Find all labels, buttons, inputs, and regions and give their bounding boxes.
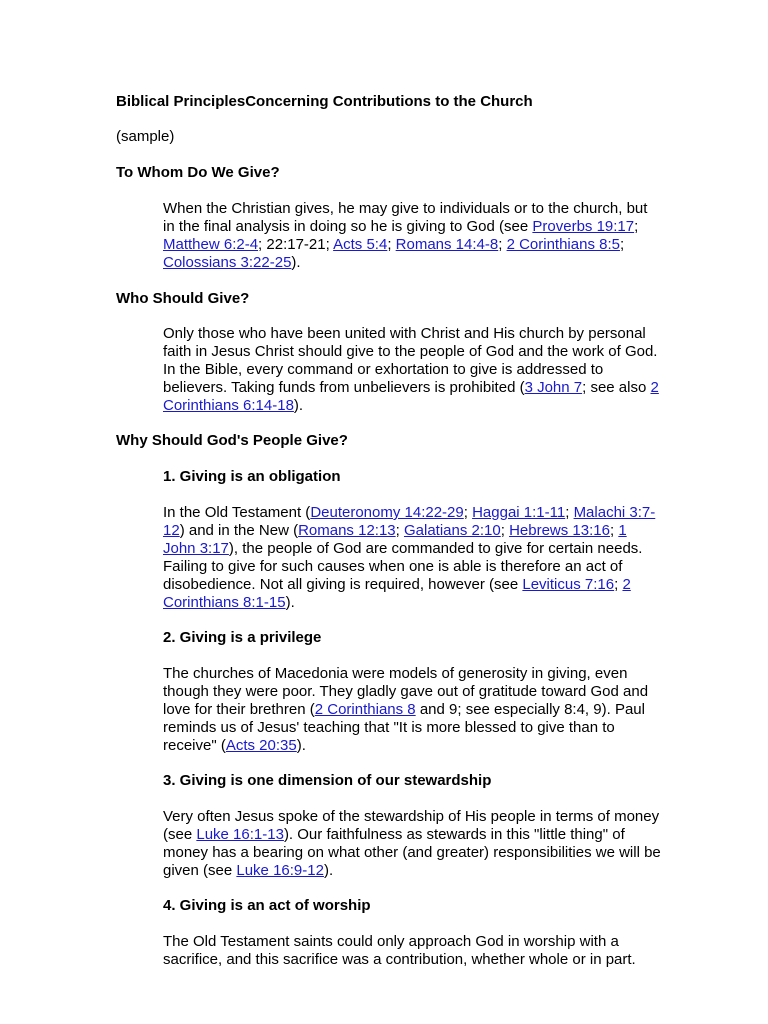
- scripture-reference-link[interactable]: Romans 12:13: [298, 522, 396, 539]
- paragraph-text: and 9; see especially 8:4, 9). Paul reminds us of Jesus' teaching that "It is more blessed to give than to receive" (: [163, 701, 645, 754]
- paragraph-text: ).: [296, 737, 306, 754]
- paragraph-who-should-give: [163, 325, 663, 415]
- subheading-privilege: 2. Giving is a privilege: [163, 629, 322, 646]
- subheading-worship: 4. Giving is an act of worship: [163, 897, 371, 914]
- paragraph-text: ;: [565, 504, 574, 521]
- paragraph-text: ;: [498, 236, 507, 253]
- scripture-reference-link[interactable]: Matthew 6:2-4: [163, 236, 259, 253]
- paragraph-text: ;: [387, 236, 396, 253]
- paragraph-text: ;: [463, 504, 473, 521]
- scripture-reference-link[interactable]: Luke 16:1-13: [196, 826, 284, 843]
- scripture-reference-link[interactable]: 2 Corinthians 8:1-15: [163, 576, 631, 611]
- paragraph-text: ;: [609, 522, 619, 539]
- paragraph-text: ; 22:17-21;: [258, 236, 334, 253]
- paragraph-text: The churches of Macedonia were models of generosity in giving, even though they were poor. They gladly gave out of gratitude toward God and love for their brethren (: [163, 665, 649, 718]
- scripture-reference-link[interactable]: Deuteronomy 14:22-29: [310, 504, 464, 521]
- scripture-reference-link[interactable]: Haggai 1:1-11: [472, 504, 566, 521]
- scripture-reference-link[interactable]: Colossians 3:22-25: [163, 254, 292, 271]
- scripture-reference-link[interactable]: 2 Corinthians 6:14-18: [163, 379, 659, 414]
- paragraph-text: The Old Testament saints could only approach God in worship with a sacrifice, and this sacrifice was a contribution, whether whole or in part.: [163, 933, 636, 968]
- paragraph-text: ). Our faithfulness as stewards in this "little thing" of money has a bearing on what other (and greater) responsibilities we will be given (see: [163, 826, 661, 879]
- paragraph-text: ) and in the New (: [179, 522, 299, 539]
- scripture-reference-link[interactable]: 3 John 7: [524, 379, 583, 396]
- scripture-reference-link[interactable]: Proverbs 19:17: [532, 218, 635, 235]
- heading-to-whom: To Whom Do We Give?: [116, 164, 280, 181]
- scripture-reference-link[interactable]: Hebrews 13:16: [509, 522, 610, 539]
- paragraph-text: ).: [293, 397, 304, 414]
- scripture-reference-link[interactable]: Acts 5:4: [333, 236, 388, 253]
- scripture-reference-link[interactable]: Leviticus 7:16: [522, 576, 615, 593]
- document-title: Biblical PrinciplesConcerning Contributions to the Church: [116, 93, 533, 110]
- paragraph-obligation: [163, 504, 663, 612]
- heading-who-should-give: Who Should Give?: [116, 290, 250, 307]
- paragraph-text: ).: [323, 862, 334, 879]
- paragraph-worship: [163, 933, 663, 969]
- paragraph-text: ; see also: [582, 379, 651, 396]
- paragraph-text: When the Christian gives, he may give to individuals or to the church, but in the final analysis in doing so he is giving to God (see: [163, 200, 648, 235]
- paragraph-stewardship: [163, 808, 663, 880]
- paragraph-text: ), the people of God are commanded to give for certain needs. Failing to give for such causes when one is able is therefore an act of disobedience. Not all giving is required, however (see: [163, 540, 643, 593]
- subheading-stewardship: 3. Giving is one dimension of our stewardship: [163, 772, 492, 789]
- scripture-reference-link[interactable]: 1 John 3:17: [163, 522, 627, 557]
- sample-note: (sample): [116, 128, 175, 145]
- scripture-reference-link[interactable]: 2 Corinthians 8: [314, 701, 416, 718]
- paragraph-privilege: [163, 665, 663, 755]
- heading-why-give: Why Should God's People Give?: [116, 432, 348, 449]
- scripture-reference-link[interactable]: Galatians 2:10: [403, 522, 501, 539]
- subheading-obligation: 1. Giving is an obligation: [163, 468, 341, 485]
- paragraph-text: ;: [614, 576, 623, 593]
- paragraph-to-whom: [163, 200, 663, 272]
- scripture-reference-link[interactable]: Acts 20:35: [225, 737, 297, 754]
- scripture-reference-link[interactable]: Malachi 3:7-12: [163, 504, 656, 539]
- paragraph-text: ;: [619, 236, 625, 253]
- scripture-reference-link[interactable]: Romans 14:4-8: [395, 236, 499, 253]
- paragraph-text: ;: [395, 522, 404, 539]
- scripture-reference-link[interactable]: Luke 16:9-12: [236, 862, 324, 879]
- paragraph-text: ;: [634, 218, 639, 235]
- paragraph-text: Very often Jesus spoke of the stewardship of His people in terms of money (see: [163, 808, 660, 843]
- paragraph-text: ;: [500, 522, 510, 539]
- paragraph-text: ).: [285, 594, 295, 611]
- paragraph-text: In the Old Testament (: [163, 504, 311, 521]
- scripture-reference-link[interactable]: 2 Corinthians 8:5: [506, 236, 620, 253]
- paragraph-text: Only those who have been united with Christ and His church by personal faith in Jesus Christ should give to the people of God and the work of God. In the Bible, every command or exhortation to give is addressed to believers. Taking funds from unbelievers is prohibited (: [163, 325, 658, 396]
- paragraph-text: ).: [291, 254, 301, 271]
